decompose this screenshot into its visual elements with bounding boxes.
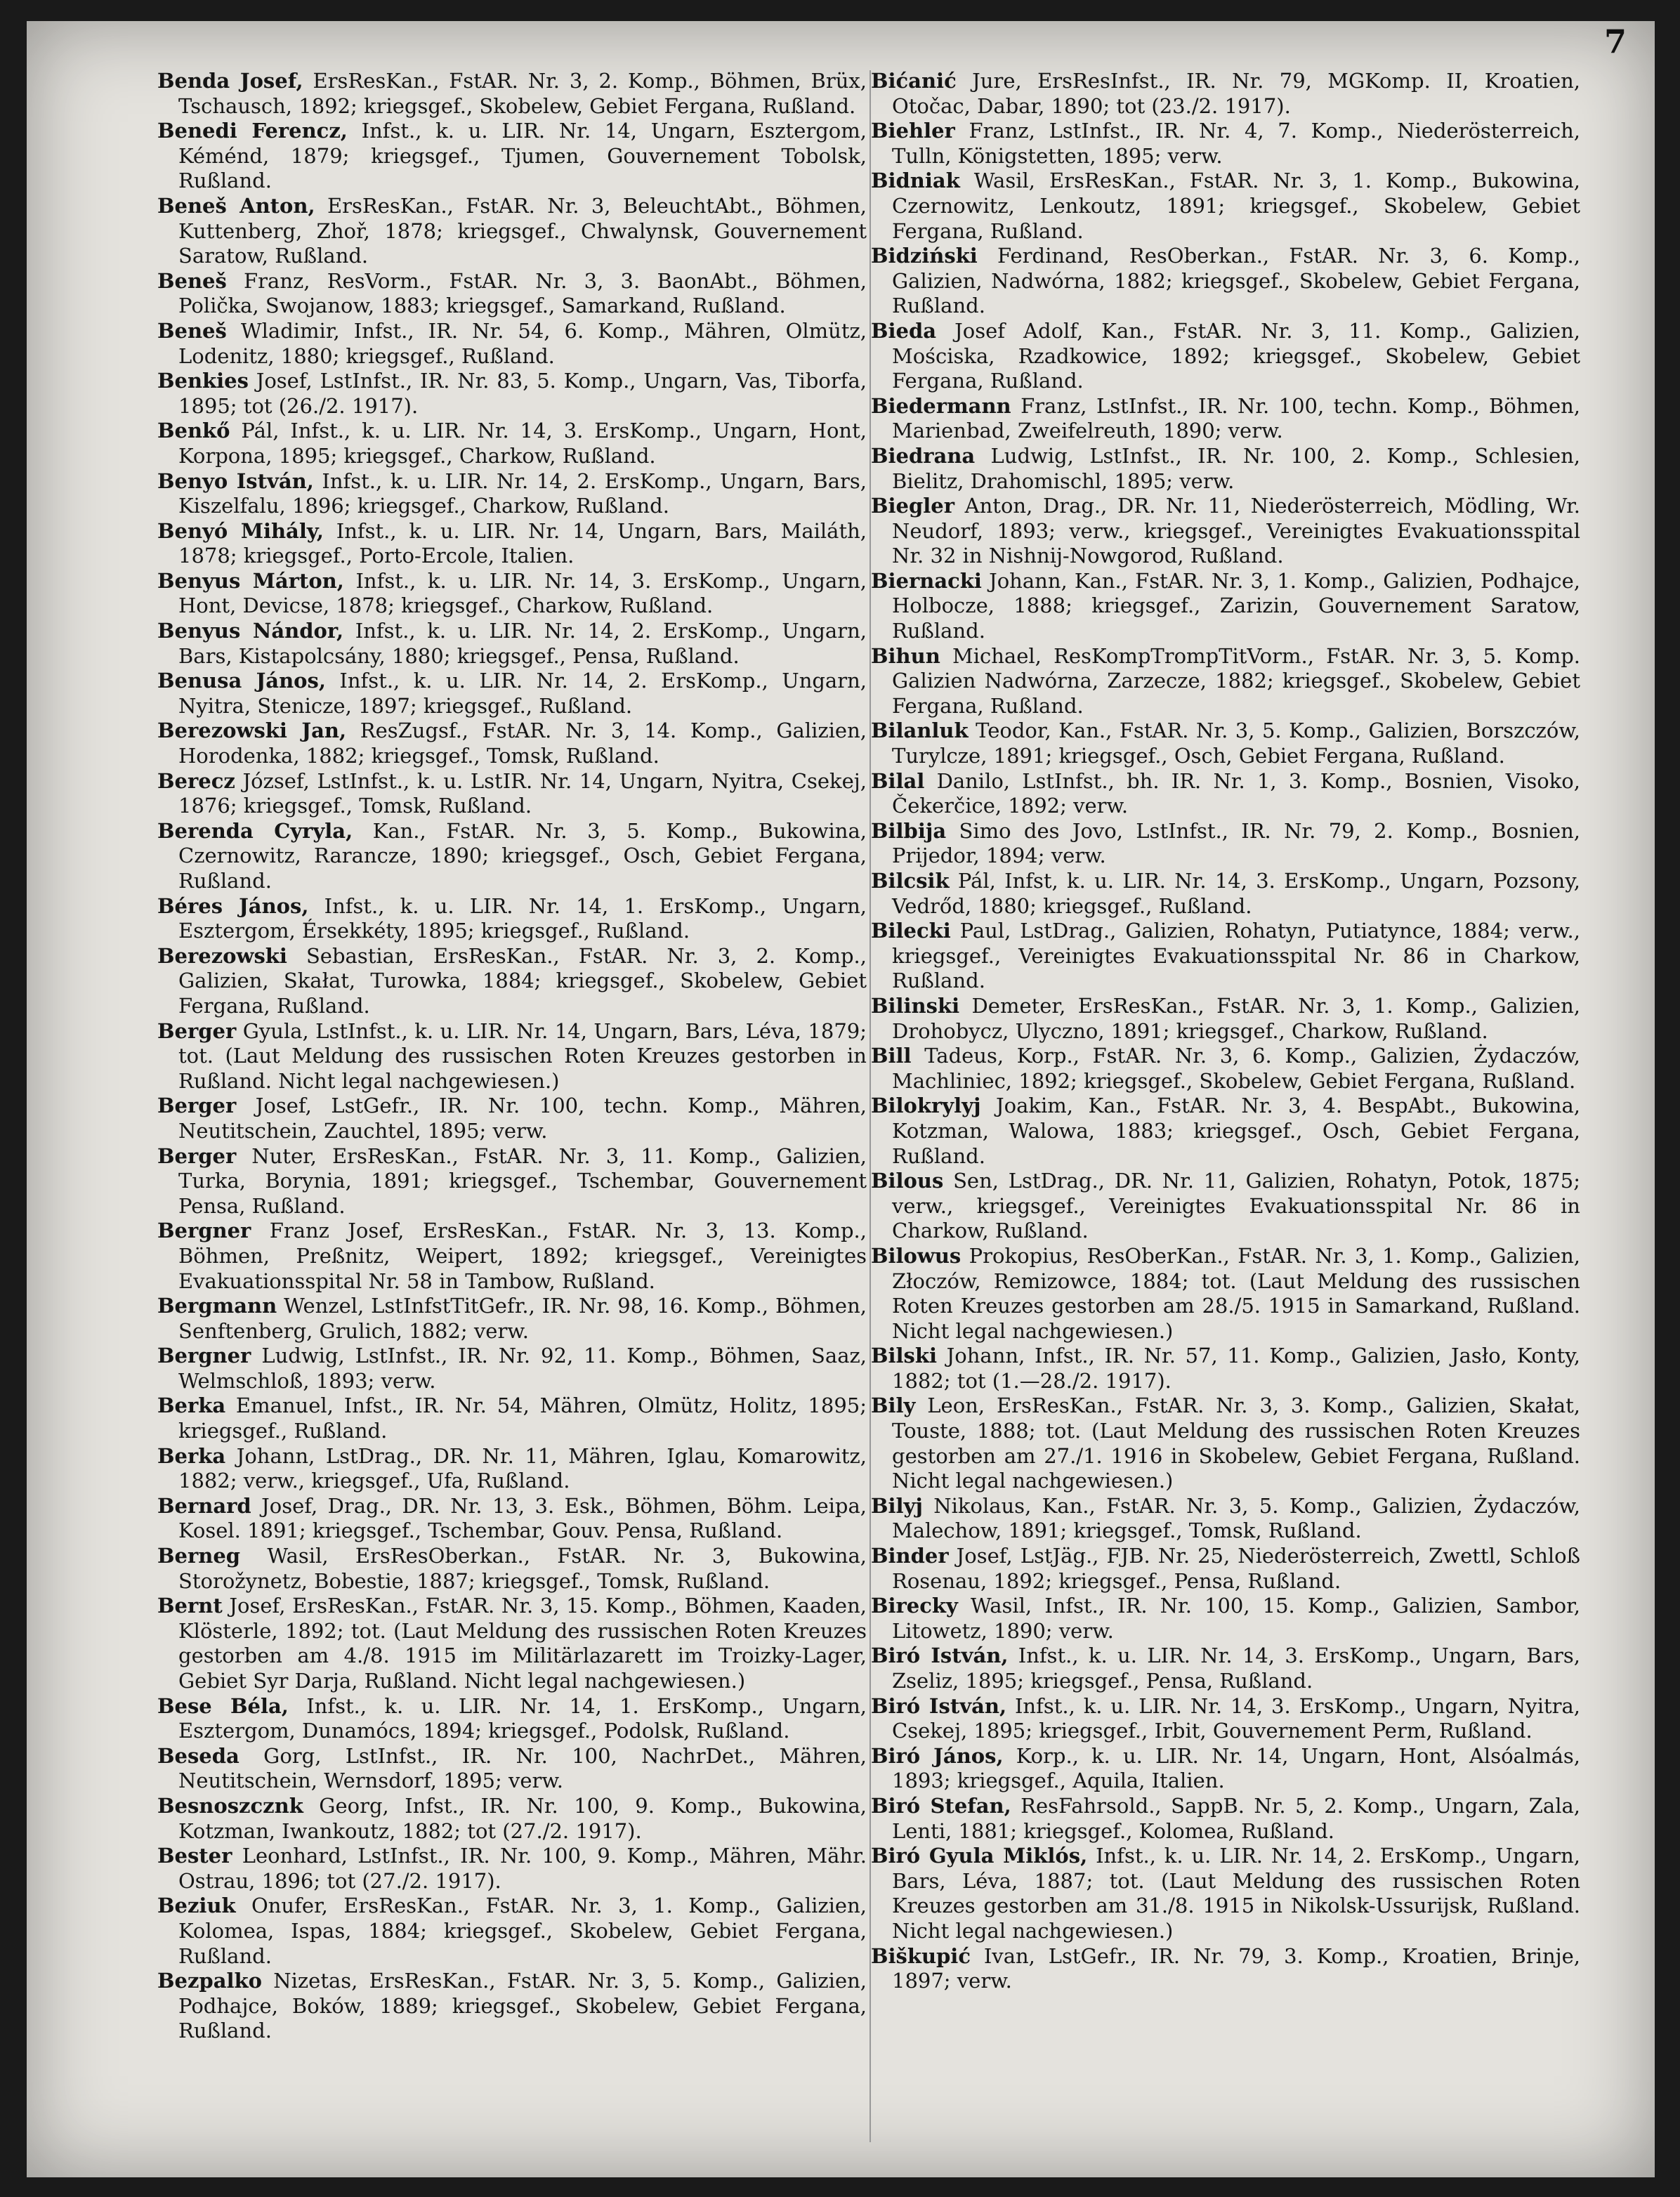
entry-surname: Bese Béla, — [157, 1693, 289, 1718]
roster-entry — [157, 894, 867, 944]
entry-surname: Birecky — [871, 1594, 958, 1618]
entry-details: Nizetas, ErsResKan., FstAR. Nr. 3, 5. Komp., Galizien, Podhajce, Boków, 1889; kriegsgef., Skobelew, Gebiet Fergana, Rußland. — [178, 1969, 867, 2043]
entry-details: Infst., k. u. LIR. Nr. 14, Ungarn, Esztergom, Kéménd, 1879; kriegsgef., Tjumen, Gouvernement Tobolsk, Rußland. — [178, 119, 867, 193]
entry-details: Korp., k. u. LIR. Nr. 14, Ungarn, Hont, Alsóalmás, 1893; kriegsgef., Aquila, Italien. — [892, 1743, 1580, 1793]
entry-surname: Biškupić — [871, 1943, 971, 1968]
entry-surname: Berka — [157, 1443, 226, 1468]
roster-entry — [871, 769, 1580, 819]
roster-entry — [157, 1744, 867, 1794]
roster-entry — [871, 1244, 1580, 1344]
roster-entry — [871, 719, 1580, 768]
entry-details: Josef, LstGefr., IR. Nr. 100, techn. Komp., Mähren, Neutitschein, Zauchtel, 1895; verw. — [178, 1094, 867, 1143]
entry-surname: Benkő — [157, 419, 230, 443]
entry-surname: Besnoszcznk — [157, 1793, 303, 1818]
entry-surname: Bily — [871, 1393, 916, 1418]
entry-details: Gorg, LstInfst., IR. Nr. 100, NachrDet., Mähren, Neutitschein, Wernsdorf, 1895; verw. — [178, 1743, 867, 1793]
entry-details: Josef, ErsResKan., FstAR. Nr. 3, 15. Komp., Böhmen, Kaaden, Klösterle, 1892; tot. (Laut Meldung des russischen Roten Kreuzes gestorben am 4./8. 1915 im Militärlazarett im Troizky-Lager, Gebiet Syr Darja, Rußland. Nicht legal nachgewiesen.) — [178, 1594, 867, 1693]
entry-details: Infst., k. u. LIR. Nr. 14, 3. ErsKomp., Ungarn, Bars, Zseliz, 1895; kriegsgef., Pensa, Rußland. — [892, 1644, 1580, 1693]
entry-surname: Béres János, — [157, 893, 309, 918]
roster-entry — [871, 319, 1580, 394]
entry-details: Ludwig, LstInfst., IR. Nr. 100, 2. Komp., Schlesien, Bielitz, Drahomischl, 1895; verw. — [892, 443, 1580, 493]
entry-details: Pál, Infst, k. u. LIR. Nr. 14, 3. ErsKomp., Ungarn, Pozsony, Vedrőd, 1880; kriegsgef., Rußland. — [892, 869, 1580, 918]
entry-surname: Benedi Ferencz, — [157, 119, 348, 143]
entry-surname: Bilal — [871, 768, 925, 793]
entry-surname: Berezowski Jan, — [157, 719, 347, 743]
roster-entry — [871, 1393, 1580, 1493]
roster-entry — [157, 1594, 867, 1693]
entry-surname: Berecz — [157, 768, 235, 793]
roster-entry — [157, 769, 867, 819]
roster-entry — [871, 569, 1580, 644]
entry-details: Wenzel, LstInfstTitGefr., IR. Nr. 98, 16. Komp., Böhmen, Senftenberg, Grulich, 1882; verw. — [178, 1294, 867, 1343]
roster-entry — [871, 819, 1580, 869]
document-page — [27, 21, 1655, 2177]
roster-entry — [157, 1094, 867, 1143]
entry-details: Wasil, Infst., IR. Nr. 100, 15. Komp., Galizien, Sambor, Litowetz, 1890; verw. — [892, 1594, 1580, 1643]
roster-entry — [157, 569, 867, 619]
entry-details: Josef Adolf, Kan., FstAR. Nr. 3, 11. Komp., Galizien, Mościska, Rzadkowice, 1892; kriegsgef., Skobelew, Gebiet Fergana, Rußland. — [892, 318, 1580, 393]
entry-details: Johann, Kan., FstAR. Nr. 3, 1. Komp., Galizien, Podhajce, Holbocze, 1888; kriegsgef., Zarizin, Gouvernement Saratow, Rußland. — [892, 568, 1580, 643]
entry-details: Franz, LstInfst., IR. Nr. 100, techn. Komp., Böhmen, Marienbad, Zweifelreuth, 1890; verw. — [892, 393, 1580, 443]
entry-details: Infst., k. u. LIR. Nr. 14, 2. ErsKomp., Ungarn, Bars, Kiszelfalu, 1896; kriegsgef., Charkow, Rußland. — [178, 468, 867, 518]
entry-surname: Biehler — [871, 119, 955, 143]
roster-entry — [157, 669, 867, 719]
entry-details: Sebastian, ErsResKan., FstAR. Nr. 3, 2. Komp., Galizien, Skałat, Turowka, 1884; kriegsgef., Skobelew, Gebiet Fergana, Rußland. — [178, 943, 867, 1018]
entry-surname: Benyus Nándor, — [157, 619, 344, 643]
entry-surname: Berger — [157, 1018, 237, 1043]
entry-details: Infst., k. u. LIR. Nr. 14, 2. ErsKomp., Ungarn, Bars, Léva, 1887; tot. (Laut Meldung des russischen Roten Kreuzes gestorben am 31./8. 1915 in Nikolsk-Ussurijsk, Rußland. Nicht legal nachgewiesen.) — [892, 1844, 1581, 1943]
roster-entry — [157, 1844, 867, 1894]
roster-entry — [157, 1494, 867, 1544]
roster-entry — [157, 1794, 867, 1844]
page-number: 7 — [1603, 22, 1627, 60]
entry-details: Tadeus, Korp., FstAR. Nr. 3, 6. Komp., Galizien, Żydaczów, Machliniec, 1892; kriegsgef., Skobelew, Gebiet Fergana, Rußland. — [892, 1044, 1580, 1093]
entry-details: Ivan, LstGefr., IR. Nr. 79, 3. Komp., Kroatien, Brinje, 1897; verw. — [892, 1943, 1580, 1993]
entry-details: Infst., k. u. LIR. Nr. 14, 1. ErsKomp., Ungarn, Esztergom, Érsekkéty, 1895; kriegsgef., Rußland. — [178, 893, 867, 943]
roster-entry — [871, 1594, 1580, 1644]
entry-details: Wasil, ErsResKan., FstAR. Nr. 3, 1. Komp., Bukowina, Czernowitz, Lenkoutz, 1891; kriegsgef., Skobelew, Gebiet Fergana, Rußland. — [892, 169, 1580, 243]
roster-entry — [871, 1094, 1580, 1169]
entry-surname: Bergner — [157, 1219, 251, 1243]
entry-surname: Beneš Anton, — [157, 193, 315, 218]
entry-details: Teodor, Kan., FstAR. Nr. 3, 5. Komp., Galizien, Borszczów, Turylcze, 1891; kriegsgef., Osch, Gebiet Fergana, Rußland. — [892, 719, 1580, 768]
entry-surname: Berneg — [157, 1544, 241, 1568]
entry-details: Pál, Infst., k. u. LIR. Nr. 14, 3. ErsKomp., Ungarn, Hont, Korpona, 1895; kriegsgef., Charkow, Rußland. — [178, 419, 867, 468]
roster-entry — [871, 119, 1580, 169]
roster-entry — [157, 194, 867, 269]
entry-surname: Binder — [871, 1544, 949, 1568]
entry-details: Wladimir, Infst., IR. Nr. 54, 6. Komp., Mähren, Olmütz, Lodenitz, 1880; kriegsgef., Rußland. — [178, 318, 867, 368]
roster-entry — [157, 69, 867, 119]
entry-details: Emanuel, Infst., IR. Nr. 54, Mähren, Olmütz, Holitz, 1895; kriegsgef., Rußland. — [178, 1393, 867, 1443]
entry-details: Jure, ErsResInfst., IR. Nr. 79, MGKomp. II, Kroatien, Otočac, Dabar, 1890; tot (23./2. 1917). — [892, 69, 1580, 118]
roster-entry — [871, 644, 1580, 719]
roster-entry — [157, 719, 867, 768]
entry-details: Simo des Jovo, LstInfst., IR. Nr. 79, 2. Komp., Bosnien, Prijedor, 1894; verw. — [892, 818, 1580, 868]
roster-entry — [157, 944, 867, 1019]
left-column — [157, 69, 867, 2044]
entry-surname: Benusa János, — [157, 669, 326, 693]
roster-entry — [157, 1219, 867, 1294]
entry-details: ErsResKan., FstAR. Nr. 3, BeleuchtAbt., Böhmen, Kuttenberg, Zhoř, 1878; kriegsgef., Chwalynsk, Gouvernement Saratow, Rußland. — [178, 193, 867, 268]
entry-details: ResZugsf., FstAR. Nr. 3, 14. Komp., Galizien, Horodenka, 1882; kriegsgef., Tomsk, Rußland. — [178, 719, 867, 768]
entry-surname: Beseda — [157, 1743, 239, 1768]
entry-surname: Bieda — [871, 318, 937, 343]
roster-entry — [871, 1344, 1580, 1393]
roster-entry — [157, 1894, 867, 1969]
entry-surname: Bergmann — [157, 1294, 277, 1318]
roster-entry — [871, 869, 1580, 919]
entry-details: Infst., k. u. LIR. Nr. 14, 3. ErsKomp., Ungarn, Nyitra, Csekej, 1895; kriegsgef., Irbit, Gouvernement Perm, Rußland. — [892, 1693, 1580, 1743]
entry-details: Josef, LstInfst., IR. Nr. 83, 5. Komp., Ungarn, Vas, Tiborfa, 1895; tot (26./2. 1917). — [178, 369, 867, 418]
roster-entry — [157, 1444, 867, 1494]
entry-details: Josef, Drag., DR. Nr. 13, 3. Esk., Böhmen, Böhm. Leipa, Kosel. 1891; kriegsgef., Tschembar, Gouv. Pensa, Rußland. — [178, 1493, 867, 1543]
entry-details: Anton, Drag., DR. Nr. 11, Niederösterreich, Mödling, Wr. Neudorf, 1893; verw., kriegsgef., Vereinigtes Evakuationsspital Nr. 32 in Nishnij-Nowgorod, Rußland. — [892, 494, 1580, 568]
entry-surname: Biró István, — [871, 1644, 1009, 1668]
roster-entry — [157, 1344, 867, 1393]
roster-entry — [157, 419, 867, 468]
roster-entry — [871, 994, 1580, 1044]
entry-surname: Biedermann — [871, 393, 1011, 418]
entry-details: Demeter, ErsResKan., FstAR. Nr. 3, 1. Komp., Galizien, Drohobycz, Ulyczno, 1891; kriegsgef., Charkow, Rußland. — [892, 993, 1580, 1043]
entry-surname: Bidniak — [871, 169, 960, 193]
entry-surname: Berenda Cyryla, — [157, 818, 353, 843]
entry-details: Franz, ResVorm., FstAR. Nr. 3, 3. BaonAbt., Böhmen, Polička, Swojanow, 1883; kriegsgef., Samarkand, Rußland. — [178, 268, 867, 318]
entry-surname: Beneš — [157, 268, 227, 293]
entry-surname: Biró Stefan, — [871, 1793, 1011, 1818]
roster-entry — [871, 1644, 1580, 1693]
entry-details: Infst., k. u. LIR. Nr. 14, Ungarn, Bars, Mailáth, 1878; kriegsgef., Porto-Ercole, Italien. — [178, 518, 867, 568]
entry-details: ErsResKan., FstAR. Nr. 3, 2. Komp., Böhmen, Brüx, Tschausch, 1892; kriegsgef., Skobelew, Gebiet Fergana, Rußland. — [178, 69, 867, 118]
entry-details: József, LstInfst., k. u. LstIR. Nr. 14, Ungarn, Nyitra, Csekej, 1876; kriegsgef., Tomsk, Rußland. — [178, 768, 867, 818]
entry-surname: Bilbija — [871, 818, 947, 843]
entry-surname: Benyó Mihály, — [157, 518, 324, 543]
entry-surname: Berka — [157, 1393, 226, 1418]
entry-details: Joakim, Kan., FstAR. Nr. 3, 4. BespAbt., Bukowina, Kotzman, Walowa, 1883; kriegsgef., Osch, Gebiet Fergana, Rußland. — [892, 1094, 1580, 1168]
entry-surname: Bill — [871, 1044, 912, 1068]
entry-details: Danilo, LstInfst., bh. IR. Nr. 1, 3. Komp., Bosnien, Visoko, Čekerčice, 1892; verw. — [892, 768, 1580, 818]
roster-entry — [871, 69, 1580, 119]
roster-entry — [157, 319, 867, 369]
entry-surname: Bilski — [871, 1344, 937, 1368]
entry-details: Johann, Infst., IR. Nr. 57, 11. Komp., Galizien, Jasło, Konty, 1882; tot (1.—28./2. 1917). — [892, 1344, 1580, 1393]
entry-details: Leonhard, LstInfst., IR. Nr. 100, 9. Komp., Mähren, Mähr. Ostrau, 1896; tot (27./2. 1917). — [178, 1844, 867, 1893]
roster-entry — [157, 1544, 867, 1594]
entry-surname: Bidziński — [871, 244, 978, 268]
roster-entry — [157, 1294, 867, 1344]
entry-surname: Biró János, — [871, 1743, 1004, 1768]
entry-surname: Bihun — [871, 643, 940, 668]
entry-details: Onufer, ErsResKan., FstAR. Nr. 3, 1. Komp., Galizien, Kolomea, Ispas, 1884; kriegsgef., Skobelew, Gebiet Fergana, Rußland. — [178, 1894, 867, 1968]
entry-surname: Biegler — [871, 494, 955, 518]
roster-entry — [157, 269, 867, 319]
entry-surname: Berezowski — [157, 943, 287, 968]
roster-entry — [157, 369, 867, 419]
roster-entry — [157, 819, 867, 894]
entry-surname: Bilcsik — [871, 869, 950, 893]
roster-entry — [157, 1694, 867, 1744]
entry-details: Infst., k. u. LIR. Nr. 14, 1. ErsKomp., Ungarn, Esztergom, Dunamócs, 1894; kriegsgef., Podolsk, Rußland. — [178, 1693, 867, 1743]
entry-surname: Biedrana — [871, 443, 976, 468]
entry-surname: Benda Josef, — [157, 69, 303, 93]
roster-entry — [871, 394, 1580, 444]
entry-surname: Benyus Márton, — [157, 568, 344, 593]
entry-surname: Benyo István, — [157, 468, 314, 493]
roster-entry — [157, 1144, 867, 1219]
entry-surname: Bezpalko — [157, 1969, 262, 1993]
roster-entry — [871, 1694, 1580, 1744]
entry-surname: Bilecki — [871, 919, 951, 943]
entry-details: Sen, LstDrag., DR. Nr. 11, Galizien, Rohatyn, Potok, 1875; verw., kriegsgef., Vereinigtes Evakuationsspital Nr. 86 in Charkow, Rußland. — [892, 1169, 1580, 1243]
roster-entry — [871, 1544, 1580, 1594]
entry-details: Infst., k. u. LIR. Nr. 14, 2. ErsKomp., Ungarn, Nyitra, Stenicze, 1897; kriegsgef., Rußland. — [178, 669, 867, 718]
roster-entry — [871, 1844, 1580, 1943]
entry-surname: Beneš — [157, 318, 227, 343]
entry-surname: Bilous — [871, 1169, 944, 1193]
roster-entry — [871, 1169, 1580, 1244]
entry-surname: Beziuk — [157, 1894, 236, 1918]
roster-entry — [871, 244, 1580, 319]
roster-entry — [871, 1494, 1580, 1544]
entry-details: Johann, LstDrag., DR. Nr. 11, Mähren, Iglau, Komarowitz, 1882; verw., kriegsgef., Ufa, Rußland. — [178, 1443, 867, 1493]
roster-entry — [871, 169, 1580, 244]
entry-surname: Biró István, — [871, 1693, 1007, 1718]
entry-surname: Bilokrylyj — [871, 1094, 981, 1118]
roster-entry — [871, 1794, 1580, 1844]
roster-entry — [157, 519, 867, 569]
entry-details: Josef, LstJäg., FJB. Nr. 25, Niederösterreich, Zwettl, Schloß Rosenau, 1892; kriegsgef., Pensa, Rußland. — [892, 1544, 1580, 1593]
entry-surname: Bilanluk — [871, 719, 969, 743]
entry-surname: Biró Gyula Miklós, — [871, 1844, 1088, 1868]
entry-surname: Bilyj — [871, 1493, 923, 1518]
roster-entry — [871, 919, 1580, 994]
entry-surname: Benkies — [157, 369, 249, 393]
entry-details: Infst., k. u. LIR. Nr. 14, 3. ErsKomp., Ungarn, Hont, Devicse, 1878; kriegsgef., Charkow, Rußland. — [178, 568, 867, 618]
entry-details: Michael, ResKompTrompTitVorm., FstAR. Nr. 3, 5. Komp. Galizien Nadwórna, Zarzecze, 1882; kriegsgef., Skobelew, Gebiet Fergana, Rußland. — [892, 643, 1580, 718]
roster-entry — [871, 444, 1580, 494]
entry-surname: Biernacki — [871, 568, 982, 593]
entry-details: Franz, LstInfst., IR. Nr. 4, 7. Komp., Niederösterreich, Tulln, Königstetten, 1895; verw. — [892, 119, 1580, 168]
entry-details: Nuter, ErsResKan., FstAR. Nr. 3, 11. Komp., Galizien, Turka, Borynia, 1891; kriegsgef., Tschembar, Gouvernement Pensa, Rußland. — [178, 1143, 867, 1218]
entry-surname: Bićanić — [871, 69, 957, 93]
roster-entry — [157, 469, 867, 519]
roster-entry — [157, 1393, 867, 1443]
entry-details: Franz Josef, ErsResKan., FstAR. Nr. 3, 13. Komp., Böhmen, Preßnitz, Weipert, 1892; kriegsgef., Vereinigtes Evakuationsspital Nr. 58 in Tambow, Rußland. — [178, 1219, 867, 1293]
entry-surname: Berger — [157, 1094, 237, 1118]
roster-entry — [157, 619, 867, 669]
entry-details: Gyula, LstInfst., k. u. LIR. Nr. 14, Ungarn, Bars, Léva, 1879; tot. (Laut Meldung des russischen Roten Kreuzes gestorben in Rußland. Nicht legal nachgewiesen.) — [178, 1018, 867, 1093]
entry-surname: Bilinski — [871, 993, 960, 1018]
entry-details: Wasil, ErsResOberkan., FstAR. Nr. 3, Bukowina, Storožynetz, Bobestie, 1887; kriegsgef., Tomsk, Rußland. — [178, 1544, 867, 1593]
roster-entry — [157, 1969, 867, 2044]
entry-surname: Bernard — [157, 1493, 251, 1518]
entry-details: Paul, LstDrag., Galizien, Rohatyn, Putiatynce, 1884; verw., kriegsgef., Vereinigtes Evakuationsspital Nr. 86 in Charkow, Rußland. — [892, 919, 1580, 993]
roster-entry — [871, 1744, 1580, 1794]
entry-details: Leon, ErsResKan., FstAR. Nr. 3, 3. Komp., Galizien, Skałat, Touste, 1888; tot. (Laut Meldung des russischen Roten Kreuzes gestorben am 27./1. 1916 in Skobelew, Gebiet Fergana, Rußland. Nicht legal nachgewiesen.) — [892, 1393, 1580, 1493]
roster-entry — [871, 494, 1580, 569]
entry-details: Georg, Infst., IR. Nr. 100, 9. Komp., Bukowina, Kotzman, Iwankoutz, 1882; tot (27./2. 1917). — [178, 1793, 867, 1843]
roster-entry — [157, 119, 867, 194]
roster-entry — [871, 1944, 1580, 1994]
entry-surname: Bernt — [157, 1594, 223, 1618]
entry-surname: Berger — [157, 1143, 237, 1168]
entry-details: ResFahrsold., SappB. Nr. 5, 2. Komp., Ungarn, Zala, Lenti, 1881; kriegsgef., Kolomea, Rußland. — [892, 1793, 1580, 1843]
entry-surname: Bester — [157, 1844, 232, 1868]
entry-details: Nikolaus, Kan., FstAR. Nr. 3, 5. Komp., Galizien, Żydaczów, Malechow, 1891; kriegsgef., Tomsk, Rußland. — [892, 1493, 1580, 1543]
entry-surname: Bergner — [157, 1344, 251, 1368]
entry-details: Infst., k. u. LIR. Nr. 14, 2. ErsKomp., Ungarn, Bars, Kistapolcsány, 1880; kriegsgef., Pensa, Rußland. — [178, 619, 867, 668]
entry-surname: Bilowus — [871, 1243, 962, 1268]
roster-entry — [157, 1019, 867, 1094]
entry-details: Ferdinand, ResOberkan., FstAR. Nr. 3, 6. Komp., Galizien, Nadwórna, 1882; kriegsgef., Skobelew, Gebiet Fergana, Rußland. — [892, 244, 1580, 318]
right-column — [871, 69, 1580, 1994]
entry-details: Kan., FstAR. Nr. 3, 5. Komp., Bukowina, Czernowitz, Rarancze, 1890; kriegsgef., Osch, Gebiet Fergana, Rußland. — [178, 818, 867, 893]
entry-details: Prokopius, ResOberKan., FstAR. Nr. 3, 1. Komp., Galizien, Złoczów, Remizowce, 1884; tot. (Laut Meldung des russischen Roten Kreuzes gestorben am 28./5. 1915 in Samarkand, Rußland. Nicht legal nachgewiesen.) — [892, 1243, 1580, 1343]
roster-entry — [871, 1044, 1580, 1094]
entry-details: Ludwig, LstInfst., IR. Nr. 92, 11. Komp., Böhmen, Saaz, Welmschloß, 1893; verw. — [178, 1344, 867, 1393]
